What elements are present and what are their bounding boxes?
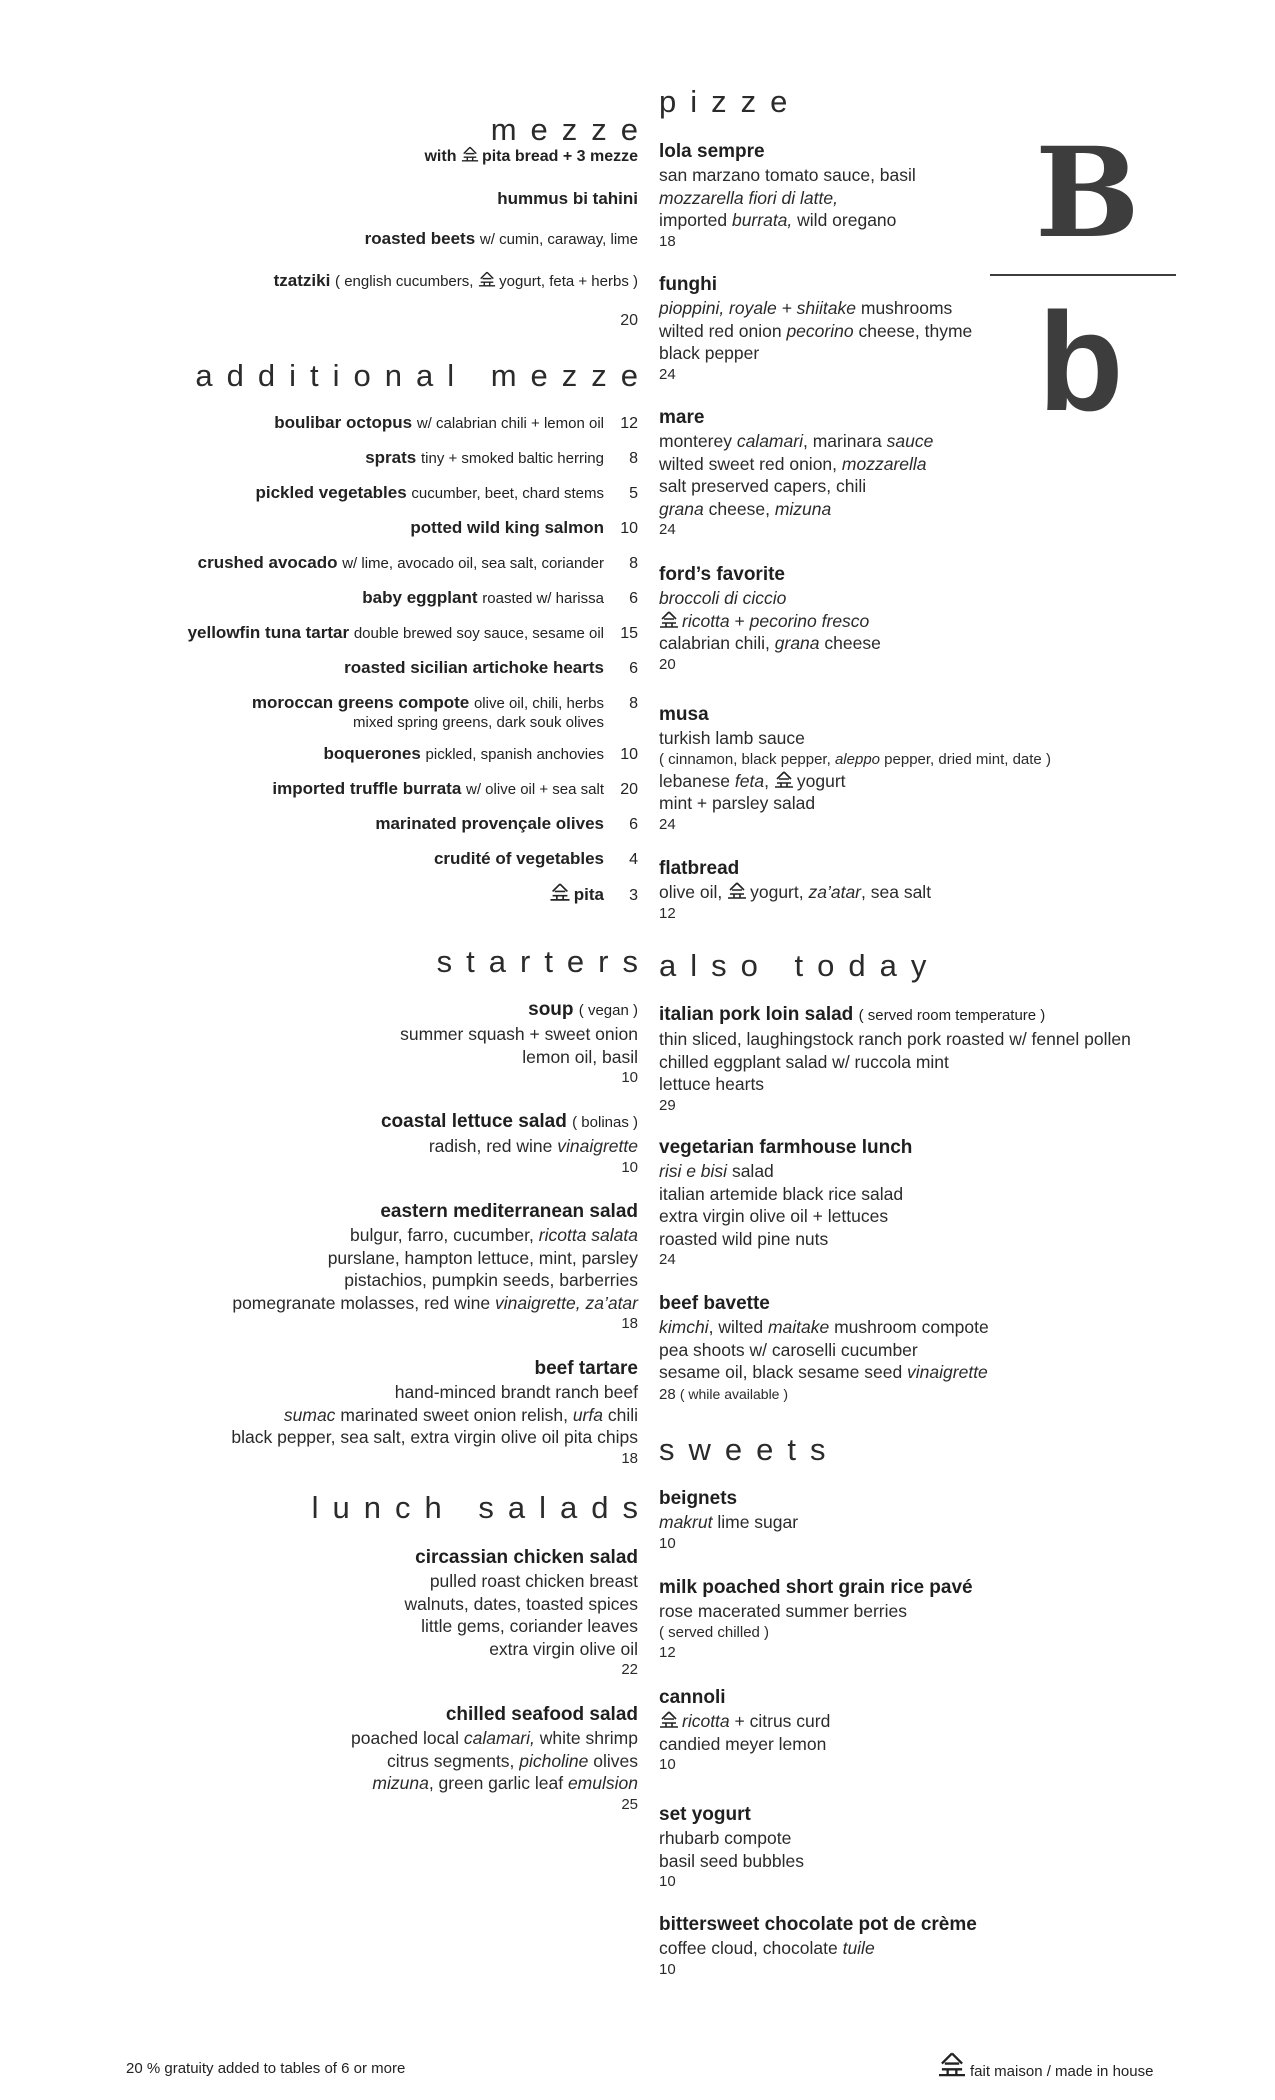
house-made-icon <box>461 146 479 163</box>
additional-item-sub: mixed spring greens, dark souk olives <box>353 714 604 731</box>
mezze-subtitle-post: pita bread + 3 mezze <box>481 148 638 165</box>
sweet-creme: bittersweet chocolate pot de crème coffee cloud, chocolate tuile 10 <box>659 1914 977 1978</box>
additional-item: sprats tiny + smoked baltic herring 8 <box>365 448 638 467</box>
starters-heading: starters <box>436 944 652 979</box>
additional-heading-block <box>120 358 652 394</box>
starter-eastern: eastern mediterranean salad bulgur, farro, cucumber, ricotta salata purslane, hampton lettuce, mint, parsley pistachios, pumpkin seeds, barberries pomegranate molasses, red wine vinaigrette, za’atar 18 <box>232 1201 638 1332</box>
additional-item: roasted sicilian artichoke hearts 6 <box>344 658 638 677</box>
pizze-heading-block <box>659 84 1179 120</box>
today-heading-block <box>659 948 1179 984</box>
today-bavette: beef bavette kimchi, wilted maitake mushroom compote pea shoots w/ caroselli cucumber sesame oil, black sesame seed vinaigrette 28 ( while available ) <box>659 1293 989 1403</box>
today-vegetarian: vegetarian farmhouse lunch risi e bisi salad italian artemide black rice salad extra virgin olive oil + lettuces roasted wild pine nuts 24 <box>659 1137 913 1268</box>
additional-item: crudité of vegetables 4 <box>433 849 638 868</box>
mezze-price: 20 <box>620 312 638 329</box>
today-pork: italian pork loin salad ( served room temperature ) thin sliced, laughingstock ranch pork roasted w/ fennel pollen chilled eggplant salad w/ ruccola mint lettuce hearts 29 <box>659 1004 1131 1114</box>
pizza-lola: lola sempre san marzano tomato sauce, basil mozzarella fiori di latte, imported burrata, wild oregano 18 <box>659 141 916 250</box>
house-made-icon <box>774 771 794 789</box>
house-made-icon <box>727 882 747 900</box>
starters-heading-block <box>120 944 652 980</box>
additional-item: boulibar octopus w/ calabrian chili + lemon oil 12 <box>274 413 638 432</box>
starter-soup: soup ( vegan ) summer squash + sweet onion lemon oil, basil 10 <box>400 999 638 1086</box>
sweet-yogurt: set yogurt rhubarb compote basil seed bubbles 10 <box>659 1804 804 1890</box>
mezze-item-hummus: hummus bi tahini <box>497 189 638 208</box>
additional-item: moroccan greens compote olive oil, chili, herbs 8 <box>251 693 638 712</box>
house-made-icon <box>937 2052 967 2078</box>
mezze-heading: mezze <box>490 112 652 147</box>
mezze-subtitle <box>120 146 638 167</box>
logo-upper-b: B <box>1035 121 1140 266</box>
gratuity-note: 20 % gratuity added to tables of 6 or more <box>126 2060 406 2077</box>
additional-item: pita 3 <box>120 883 638 907</box>
house-made-icon <box>478 271 496 288</box>
mezze-item-tzatziki: tzatziki ( english cucumbers, yogurt, feta + herbs ) <box>273 271 638 290</box>
pizza-musa: musa turkish lamb sauce ( cinnamon, black pepper, aleppo pepper, dried mint, date ) lebanese feta, yogurt mint + parsley salad 24 <box>659 704 1051 833</box>
additional-item: yellowfin tuna tartar double brewed soy sauce, sesame oil 15 <box>187 623 638 642</box>
additional-mezze-heading: additional mezze <box>195 358 652 393</box>
mezze-item-beets: roasted beets w/ cumin, caraway, lime <box>364 229 638 248</box>
also-today-heading: also today <box>659 948 941 983</box>
house-made-icon <box>549 883 571 902</box>
additional-item: marinated provençale olives 6 <box>375 814 638 833</box>
additional-item: boquerones pickled, spanish anchovies 10 <box>323 744 638 763</box>
additional-item: potted wild king salmon 10 <box>410 518 638 537</box>
lunch-seafood: chilled seafood salad poached local calamari, white shrimp citrus segments, picholine olives mizuna, green garlic leaf emulsion 25 <box>351 1704 638 1813</box>
additional-item: crushed avocado w/ lime, avocado oil, sea salt, coriander 8 <box>197 553 638 572</box>
additional-item: imported truffle burrata w/ olive oil + sea salt 20 <box>272 779 638 798</box>
sweet-cannoli: cannoli ricotta + citrus curd candied meyer lemon 10 <box>659 1687 831 1773</box>
additional-item: pickled vegetables cucumber, beet, chard stems 5 <box>255 483 638 502</box>
sweet-pave: milk poached short grain rice pavé rose macerated summer berries ( served chilled ) 12 <box>659 1577 973 1661</box>
sweets-heading-block <box>659 1432 1179 1468</box>
pizza-funghi: funghi pioppini, royale + shiitake mushrooms wilted red onion pecorino cheese, thyme black pepper 24 <box>659 274 973 383</box>
pizza-flatbread: flatbread olive oil, yogurt, za’atar, sea salt 12 <box>659 858 932 922</box>
sweets-heading: sweets <box>659 1432 840 1467</box>
lunch-salads-heading: lunch salads <box>311 1490 652 1525</box>
mezze-heading-block <box>120 112 652 148</box>
lunch-heading-block <box>120 1490 652 1526</box>
house-made-icon <box>659 1711 679 1729</box>
legend-text: fait maison / made in house <box>970 2063 1154 2080</box>
logo-lower-b: b <box>1038 283 1124 440</box>
lunch-circassian: circassian chicken salad pulled roast chicken breast walnuts, dates, toasted spices little gems, coriander leaves extra virgin olive oil 22 <box>404 1547 638 1678</box>
pizza-mare: mare monterey calamari, marinara sauce wilted sweet red onion, mozzarella salt preserved capers, chili grana cheese, mizuna 24 <box>659 407 934 538</box>
sweet-beignets: beignets makrut lime sugar 10 <box>659 1488 799 1552</box>
mezze-subtitle-pre: with <box>424 148 457 165</box>
starter-tartare: beef tartare hand-minced brandt ranch beef sumac marinated sweet onion relish, urfa chili black pepper, sea salt, extra virgin olive oil pita chips 18 <box>231 1358 638 1467</box>
house-made-icon <box>659 611 679 629</box>
starter-coastal: coastal lettuce salad ( bolinas ) radish, red wine vinaigrette 10 <box>380 1111 638 1176</box>
pizza-ford: ford’s favorite broccoli di ciccio ricotta + pecorino fresco calabrian chili, grana cheese 20 <box>659 564 881 673</box>
house-made-legend <box>937 2052 1153 2080</box>
pizze-heading: pizze <box>659 84 802 119</box>
additional-item: baby eggplant roasted w/ harissa 6 <box>362 588 638 607</box>
